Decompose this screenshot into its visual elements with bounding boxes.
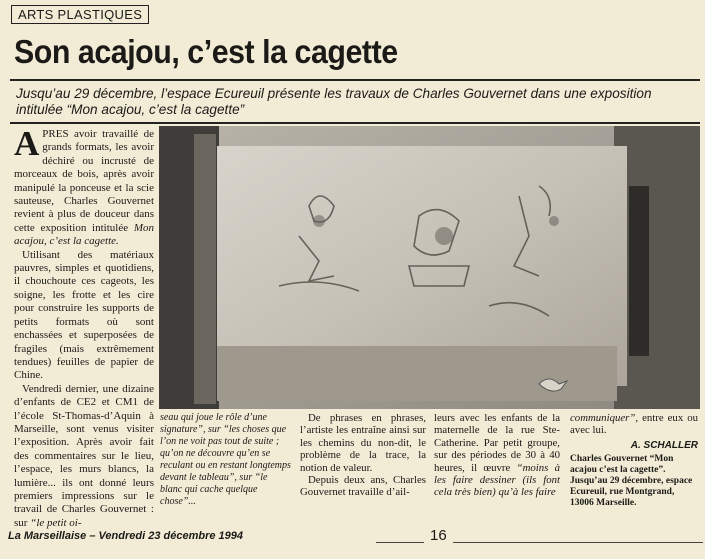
headline-rule (10, 79, 700, 81)
page-number: 16 (430, 527, 447, 544)
artwork-photo (159, 126, 700, 409)
footer-rule-left (376, 542, 424, 543)
column-3 (300, 412, 426, 499)
drop-cap: A (14, 124, 40, 163)
column-3-paragraph-2: Depuis deux ans, Charles Gouvernet travaille d’ail- (300, 474, 426, 499)
lead-paragraph: Jusqu’au 29 décembre, l’espace Ecureuil présente les travaux de Charles Gouvernet dans une exposition intitulée “Mon acajou, c’est la cagette” (16, 86, 652, 117)
exhibition-info: Charles Gouvernet “Mon acajou c’est la cagette”. Jusqu’au 29 décembre, espace Ecureuil, rue Montgrand, 13006 Marseille. (570, 454, 693, 509)
column-3-paragraph-1: De phrases en phrases, l’artiste les entraîne ainsi sur les chemins du non-dit, le problème de la trace, la notion de valeur. (300, 412, 426, 474)
paragraph-2: Utilisant des matériaux pauvres, simples et quotidiens, il chouchoute ces cageots, les soigne, les frotte et les cire pour construire les supports de petits formats où sont enchassées et superposées de fragiles (mais extrêmement tendues) feuilles de papier de Chine. (14, 248, 154, 382)
section-label: ARTS PLASTIQUES (11, 5, 149, 24)
lead-rule (10, 122, 700, 124)
footer-rule-right (453, 542, 703, 543)
page-footer (8, 525, 698, 549)
masthead-date: La Marseillaise – Vendredi 23 décembre 1994 (8, 530, 244, 542)
paragraph-3: Vendredi dernier, une dizaine d’enfants de CE2 et CM1 de l’école St-Thomas-d’Aquin à Marseille, sont venus visiter l’exposition. Après avoir fait des commentaires sur le lieu, l’espace, les murs blancs, la lumière... ils ont donné leurs premiers impressions sur le travail de Charles Gouvernet : sur “le petit oi- (14, 382, 154, 529)
headline: Son acajou, c’est la cagette (14, 33, 398, 70)
paragraph-1: APRES avoir travaillé de grands formats, les avoir déchiré ou incrusté de morceaux de bois, après avoir manipulé la ponceuse et la scie sauteuse, Charles Gouvernet revient à plus de douceur dans cette exposition intitulée Mon acajou, c’est la cagette. (14, 124, 154, 248)
column-2: seau qui joue le rôle d’une signature”, sur “les choses que l’on ne voit pas tout de suite ; qu’on ne découvre qu’en se reculant ou en restant longtemps devant le tableau”, sur “le blanc qui cache quelque chose”... (160, 412, 291, 507)
column-4: leurs avec les enfants de la maternelle de la rue Ste-Catherine. Par petit groupe, sur des périodes de 30 à 40 heures, il œuvre “moins à les faire dessiner (ils font cela très bien) qu’à les faire (434, 412, 560, 499)
column-1 (14, 124, 154, 530)
author-credit: A. SCHALLER (630, 439, 698, 451)
column-5: communiquer”, entre eux ou avec lui. A. SCHALLER Charles Gouvernet “Mon acajou c’est la cagette”. Jusqu’au 29 décembre, espace Ecureuil, rue Montgrand, 13006 Marseille. (570, 412, 698, 509)
